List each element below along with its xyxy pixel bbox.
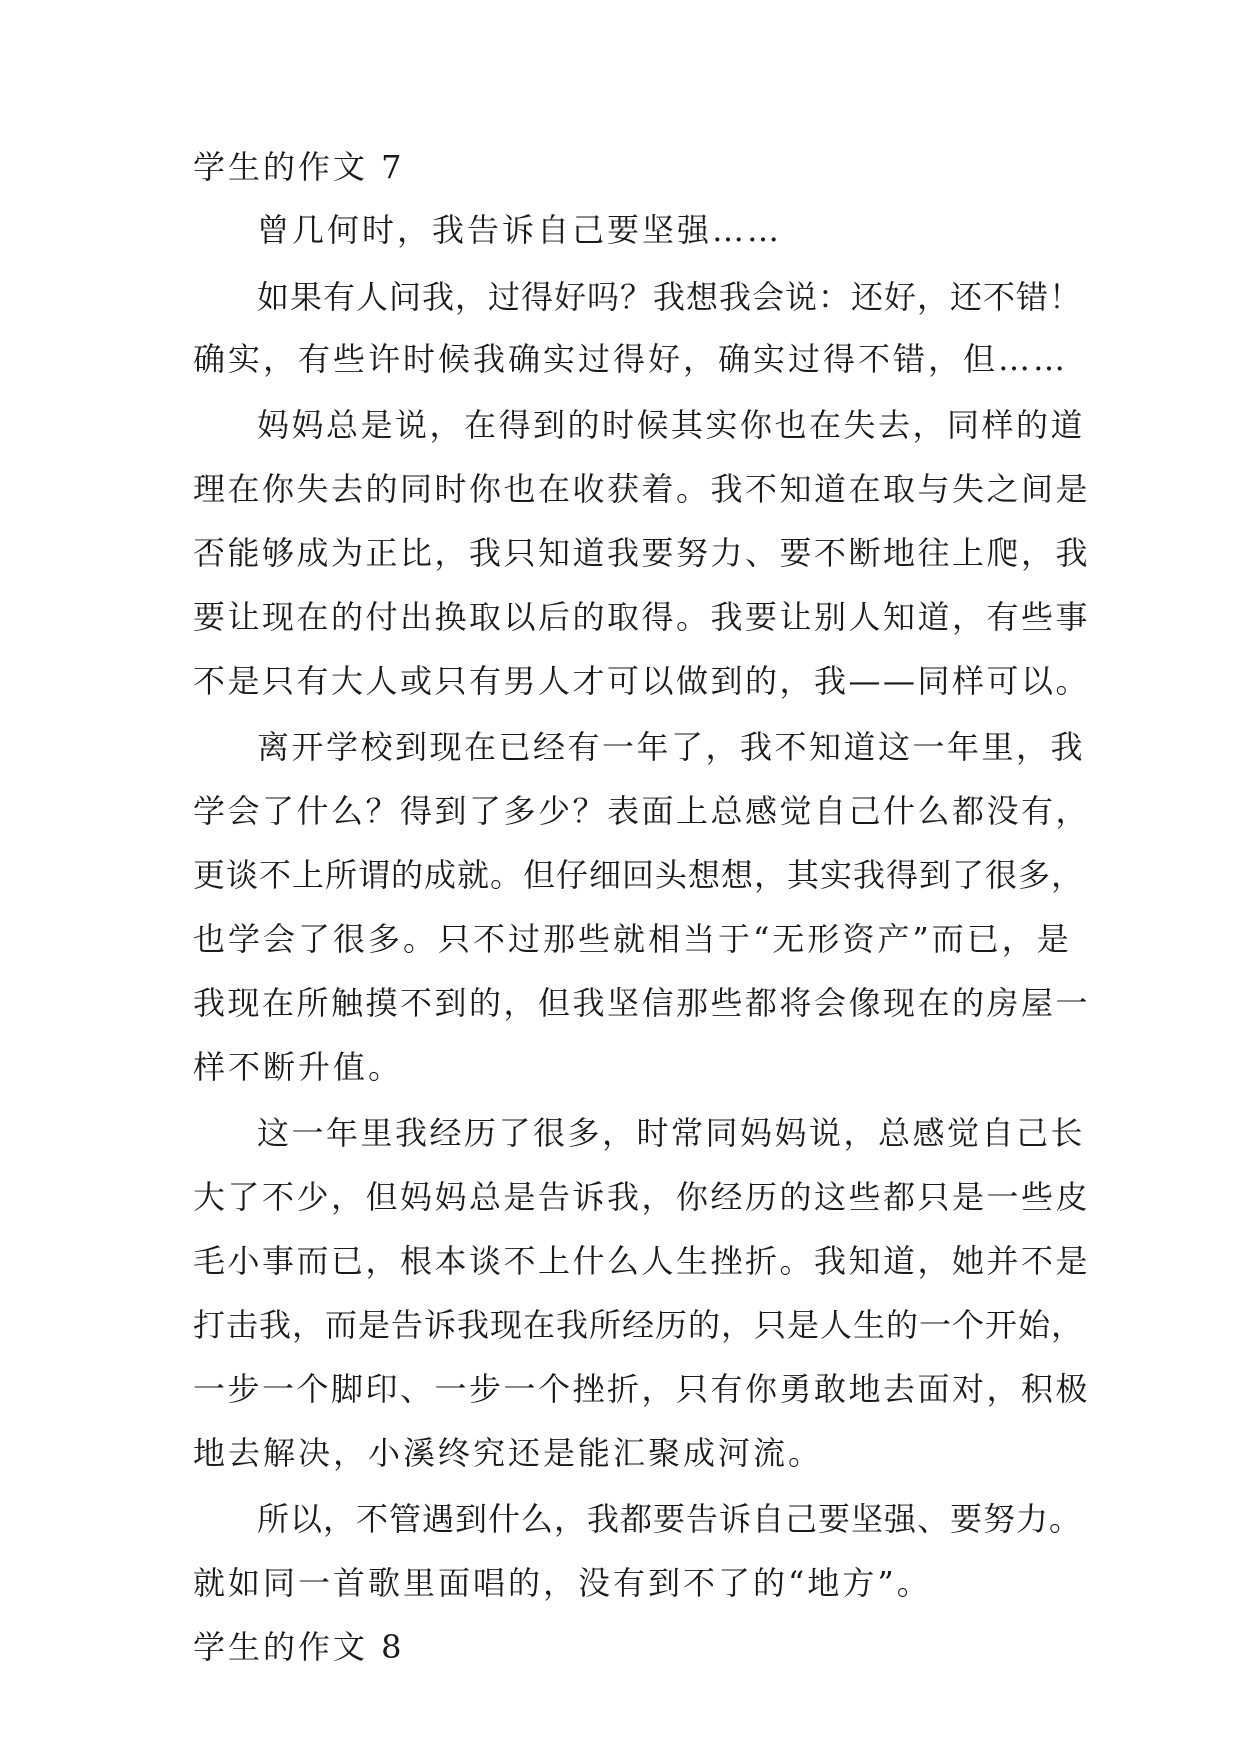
paragraph-3-line-2: 理在你失去的同时你也在收获着。我不知道在取与失之间是 [193,470,1091,508]
paragraph-4-line-5: 我现在所触摸不到的，但我坚信那些都将会像现在的房屋一 [193,984,1091,1022]
paragraph-4-line-2: 学会了什么？得到了多少？表面上总感觉自己什么都没有， [193,792,1091,830]
paragraph-5-line-2: 大了不少，但妈妈总是告诉我，你经历的这些都只是一些皮 [193,1178,1091,1216]
paragraph-3-line-4: 要让现在的付出换取以后的取得。我要让别人知道，有些事 [193,598,1091,636]
paragraph-5-line-6: 地去解决，小溪终究还是能汇聚成河流。 [193,1434,824,1472]
paragraph-2-line-1: 如果有人问我，过得好吗？我想我会说：还好，还不错！ [257,278,1083,316]
paragraph-6-line-1: 所以，不管遇到什么，我都要告诉自己要坚强、要努力。 [257,1500,1083,1538]
paragraph-2-line-2: 确实，有些许时候我确实过得好，确实过得不错，但…… [193,340,1069,378]
paragraph-1-line-1: 曾几何时，我告诉自己要坚强…… [257,211,783,249]
paragraph-5-line-5: 一步一个脚印、一步一个挫折，只有你勇敢地去面对，积极 [193,1370,1091,1408]
paragraph-3-line-5: 不是只有大人或只有男人才可以做到的，我——同样可以。 [193,662,1091,700]
paragraph-3-line-1: 妈妈总是说，在得到的时候其实你也在失去，同样的道 [257,406,1086,444]
paragraph-5-line-3: 毛小事而已，根本谈不上什么人生挫折。我知道，她并不是 [193,1242,1091,1280]
paragraph-6-line-2: 就如同一首歌里面唱的，没有到不了的“地方”。 [193,1564,932,1602]
paragraph-4-line-1: 离开学校到现在已经有一年了，我不知道这一年里，我 [257,728,1086,766]
paragraph-5-line-4: 打击我，而是告诉我现在我所经历的，只是人生的一个开始， [193,1306,1085,1344]
essay-7-title: 学生的作文 7 [193,148,405,186]
paragraph-4-line-6: 样不断升值。 [193,1048,404,1086]
paragraph-5-line-1: 这一年里我经历了很多，时常同妈妈说，总感觉自己长 [257,1114,1086,1152]
paragraph-4-line-3: 更谈不上所谓的成就。但仔细回头想想，其实我得到了很多， [193,856,1085,894]
paragraph-4-line-4: 也学会了很多。只不过那些就相当于“无形资产”而已，是 [193,920,1072,958]
paragraph-3-line-3: 否能够成为正比，我只知道我要努力、要不断地往上爬，我 [193,534,1091,572]
essay-8-title: 学生的作文 8 [193,1628,405,1666]
